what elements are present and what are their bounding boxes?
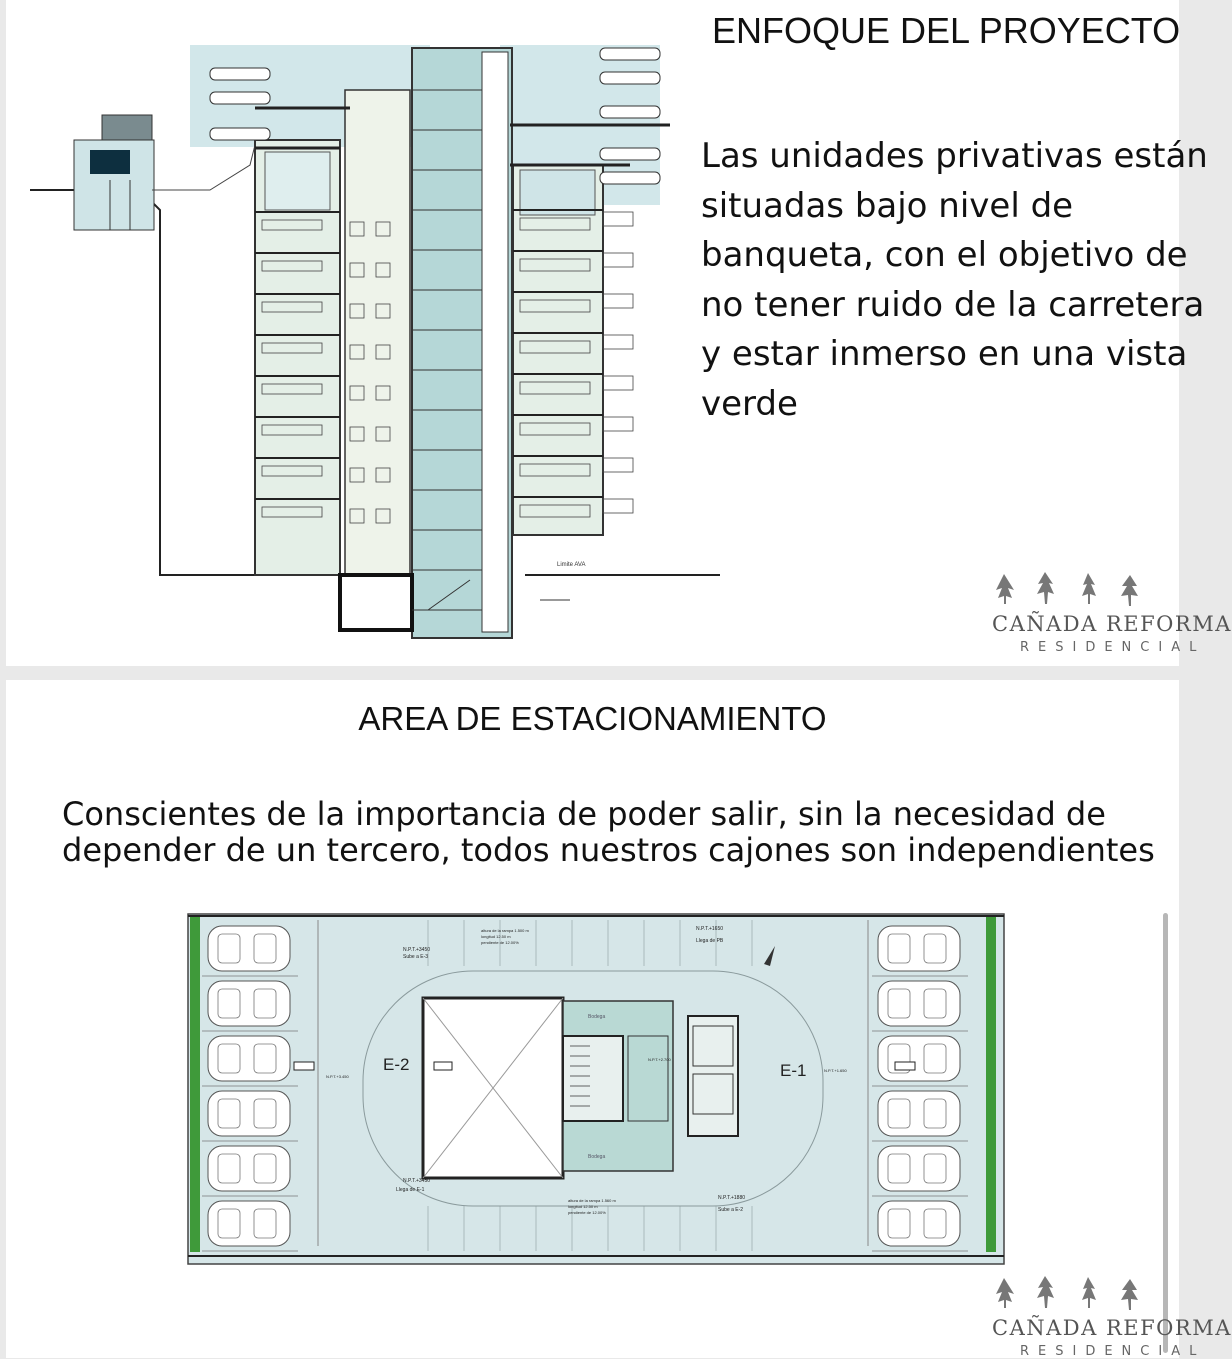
slide-parking-area [6, 680, 1232, 1359]
zone-label-e1: E-1 [780, 1061, 807, 1080]
plan-note: Bodega [588, 1154, 606, 1160]
parking-floor-plan [178, 906, 1006, 1276]
plan-note: altura de la rampa 1.500 m [481, 928, 529, 933]
project-focus-text: Las unidades privativas están situadas bajo nivel de banqueta, con el objetivo de no tener ruido de la carretera y estar inmerso en una vista verde [701, 136, 1208, 424]
slide-title-parking-area: AREA DE ESTACIONAMIENTO [358, 700, 827, 737]
brand-name: CAÑADA REFORMA [992, 612, 1232, 636]
brand-name: CAÑADA REFORMA [992, 1316, 1232, 1340]
plan-note: Sube a E-2 [718, 1207, 744, 1213]
brand-logo-bottom [992, 1274, 1232, 1359]
brand-logo-top [992, 570, 1232, 655]
slide-title-project-focus: ENFOQUE DEL PROYECTO [712, 10, 1181, 51]
parking-description-text: Conscientes de la importancia de poder salir, sin la necesidad de depender de un tercero, todos nuestros cajones son independientes [62, 795, 1155, 869]
plan-note: longitud 12.50 m [481, 934, 511, 939]
plan-note: N.P.T.+1650 [696, 926, 724, 932]
plan-note: altura de la rampa 1.560 m [568, 1198, 616, 1203]
tree-icons [992, 1274, 1192, 1314]
brand-subtitle: RESIDENCIAL [1020, 1344, 1206, 1359]
building-section-drawing [30, 40, 710, 660]
plan-note: Sube a E-3 [403, 954, 429, 960]
tree-icons [992, 570, 1192, 610]
plan-note: pendiente de 12.00% [481, 940, 519, 945]
plan-note: N.P.T.+1.650 [824, 1068, 847, 1073]
brand-subtitle: RESIDENCIAL [1020, 640, 1206, 655]
plan-note: N.P.T.+3.450 [326, 1074, 349, 1079]
slide-project-focus [6, 0, 1232, 666]
plan-note: Llega de PB [696, 938, 724, 944]
plan-note: pendiente de 12.00% [568, 1210, 606, 1215]
tree-icon [992, 570, 1142, 610]
zone-label-e2: E-2 [383, 1055, 410, 1074]
plan-note: longitud 12.50 m [568, 1204, 598, 1209]
plan-note: Bodega [588, 1014, 606, 1020]
drawing-label: Limite AVA [557, 562, 586, 568]
plan-note: N.P.T.+1880 [718, 1195, 746, 1201]
plan-note: N.P.T.+3450 [403, 1178, 431, 1184]
plan-note: N.P.T.+3450 [403, 947, 431, 953]
plan-note: N.P.T.+2.700 [648, 1057, 671, 1062]
plan-note: Llega de E-1 [396, 1187, 425, 1193]
tree-icon [992, 1274, 1142, 1314]
